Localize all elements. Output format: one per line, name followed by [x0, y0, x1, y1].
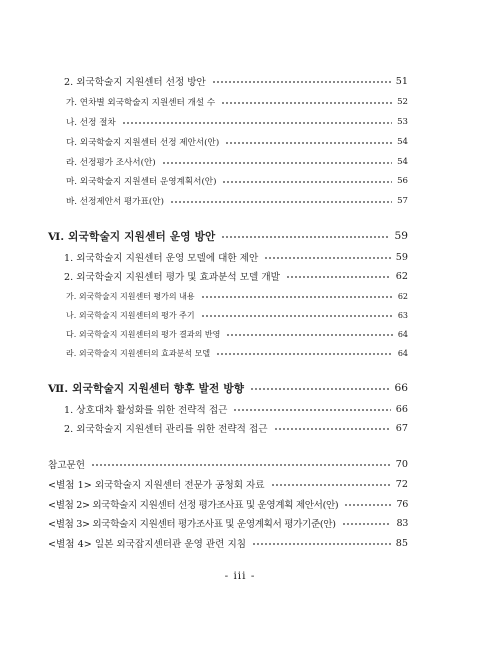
toc-entry [0, 401, 480, 417]
dot-leader [201, 296, 393, 298]
toc-entry-page: 64 [397, 329, 408, 339]
toc-entry-label: 나. 외국학술지 지원센터의 평가 주기 [66, 310, 195, 320]
toc-entry-label: 2. 외국학술지 지원센터 선정 방안 [64, 77, 206, 88]
toc-entry-label: <별첨 4> 일본 외국잡지센터관 운영 관련 지침 [48, 539, 247, 550]
dot-leader [221, 102, 392, 104]
dot-leader [225, 142, 392, 144]
toc-entry [0, 345, 480, 361]
toc-entry-label: 다. 외국학술지 지원센터의 평가 결과의 반영 [66, 329, 221, 339]
toc-entry [0, 456, 480, 472]
toc-entry-label: <별첨 2> 외국학술지 지원센터 선정 평가조사표 및 운영계획 제안서(안) [48, 500, 339, 511]
toc-chapter-page: 66 [394, 382, 408, 394]
toc-entry-page: 83 [396, 517, 408, 529]
dot-leader [286, 276, 391, 278]
toc-entry-page: 70 [395, 458, 408, 470]
toc-entry [0, 73, 480, 89]
toc-entry [0, 307, 480, 323]
toc-entry-label: 1. 외국학술지 지원센터 운영 모델에 대한 제안 [64, 253, 259, 264]
toc-entry-page: 54 [397, 157, 408, 167]
toc-entry-page: 56 [397, 176, 408, 186]
dot-leader [162, 162, 392, 164]
toc-entry-label: 바. 선정제안서 평가표(안) [66, 197, 164, 207]
toc-entry-page: 59 [395, 251, 408, 263]
toc-entry-label: 1. 상호대차 활성화를 위한 전략적 접근 [64, 405, 228, 416]
dot-leader [271, 484, 391, 486]
toc-entry-label: 가. 외국학술지 지원센터 평가의 내용 [66, 291, 195, 301]
dot-leader [222, 181, 392, 183]
toc-entry [0, 268, 480, 284]
dot-leader [264, 257, 391, 259]
toc-entry-page: 51 [395, 75, 408, 87]
toc-entry-page: 62 [397, 291, 408, 301]
toc-chapter-page: 59 [394, 230, 408, 242]
toc-entry-label: <별첨 1> 외국학술지 지원센터 전문가 공청회 자료 [48, 480, 265, 491]
toc-entry [0, 535, 480, 551]
toc-entry-page: 62 [395, 270, 408, 282]
toc-chapter [0, 380, 480, 396]
toc-entry-label: 2. 외국학술지 지원센터 관리를 위한 전략적 접근 [64, 424, 268, 435]
toc-entry-label: 라. 선정평가 조사서(안) [66, 158, 156, 168]
toc-entry-label: 나. 선정 절차 [66, 118, 116, 128]
dot-leader [342, 523, 392, 525]
toc-entry [0, 249, 480, 265]
page-number-footer: - iii - [224, 570, 256, 582]
dot-leader [233, 409, 390, 411]
dot-leader [250, 388, 389, 390]
toc-chapter-label: Ⅶ. 외국학술지 지원센터 향후 발전 방향 [48, 382, 245, 395]
toc-entry-page: 66 [395, 403, 408, 415]
dot-leader [274, 428, 391, 430]
toc-entry [0, 193, 480, 209]
toc-entry-page: 64 [397, 348, 408, 358]
toc-chapter-label: Ⅵ. 외국학술지 지원센터 운영 방안 [48, 230, 216, 243]
dot-leader [201, 315, 393, 317]
toc-entry-label: 라. 외국학술지 지원센터의 효과분석 모델 [66, 348, 211, 358]
toc-entry-page: 67 [395, 422, 408, 434]
toc-entry [0, 94, 480, 110]
toc-entry [0, 134, 480, 150]
toc-chapter [0, 228, 480, 244]
toc-entry-label: <별첨 3> 외국학술지 지원센터 평가조사표 및 운영계획서 평가기준(안) [48, 519, 336, 530]
toc-entry [0, 114, 480, 130]
toc-entry [0, 476, 480, 492]
dot-leader [212, 81, 391, 83]
dot-leader [226, 334, 392, 336]
dot-leader [122, 122, 392, 124]
toc-entry [0, 420, 480, 436]
toc-entry [0, 496, 480, 512]
toc-entry [0, 326, 480, 342]
toc-entry-page: 63 [397, 310, 408, 320]
toc-entry-page: 85 [395, 537, 408, 549]
dot-leader [91, 464, 391, 466]
toc-entry-label: 2. 외국학술지 지원센터 평가 및 효과분석 모델 개발 [64, 272, 280, 283]
dot-leader [216, 353, 393, 355]
dot-leader [252, 543, 391, 545]
toc-entry-page: 54 [397, 137, 408, 147]
toc-entry-page: 52 [397, 97, 408, 107]
toc-entry-page: 57 [397, 196, 408, 206]
toc-entry [0, 515, 480, 531]
toc-entry-label: 다. 외국학술지 지원센터 선정 제안서(안) [66, 138, 220, 148]
dot-leader [344, 504, 391, 506]
toc-entry-label: 참고문헌 [48, 460, 86, 471]
toc-entry [0, 288, 480, 304]
toc-entry-label: 마. 외국학술지 지원센터 운영계획서(안) [66, 177, 217, 187]
dot-leader [221, 236, 389, 238]
toc-entry [0, 154, 480, 170]
toc-entry-page: 76 [396, 498, 408, 510]
toc-entry-page: 72 [395, 478, 408, 490]
toc-entry-label: 가. 연차별 외국학술지 지원센터 개설 수 [66, 98, 216, 108]
toc-entry [0, 173, 480, 189]
toc-entry-page: 53 [397, 117, 408, 127]
dot-leader [170, 201, 392, 203]
